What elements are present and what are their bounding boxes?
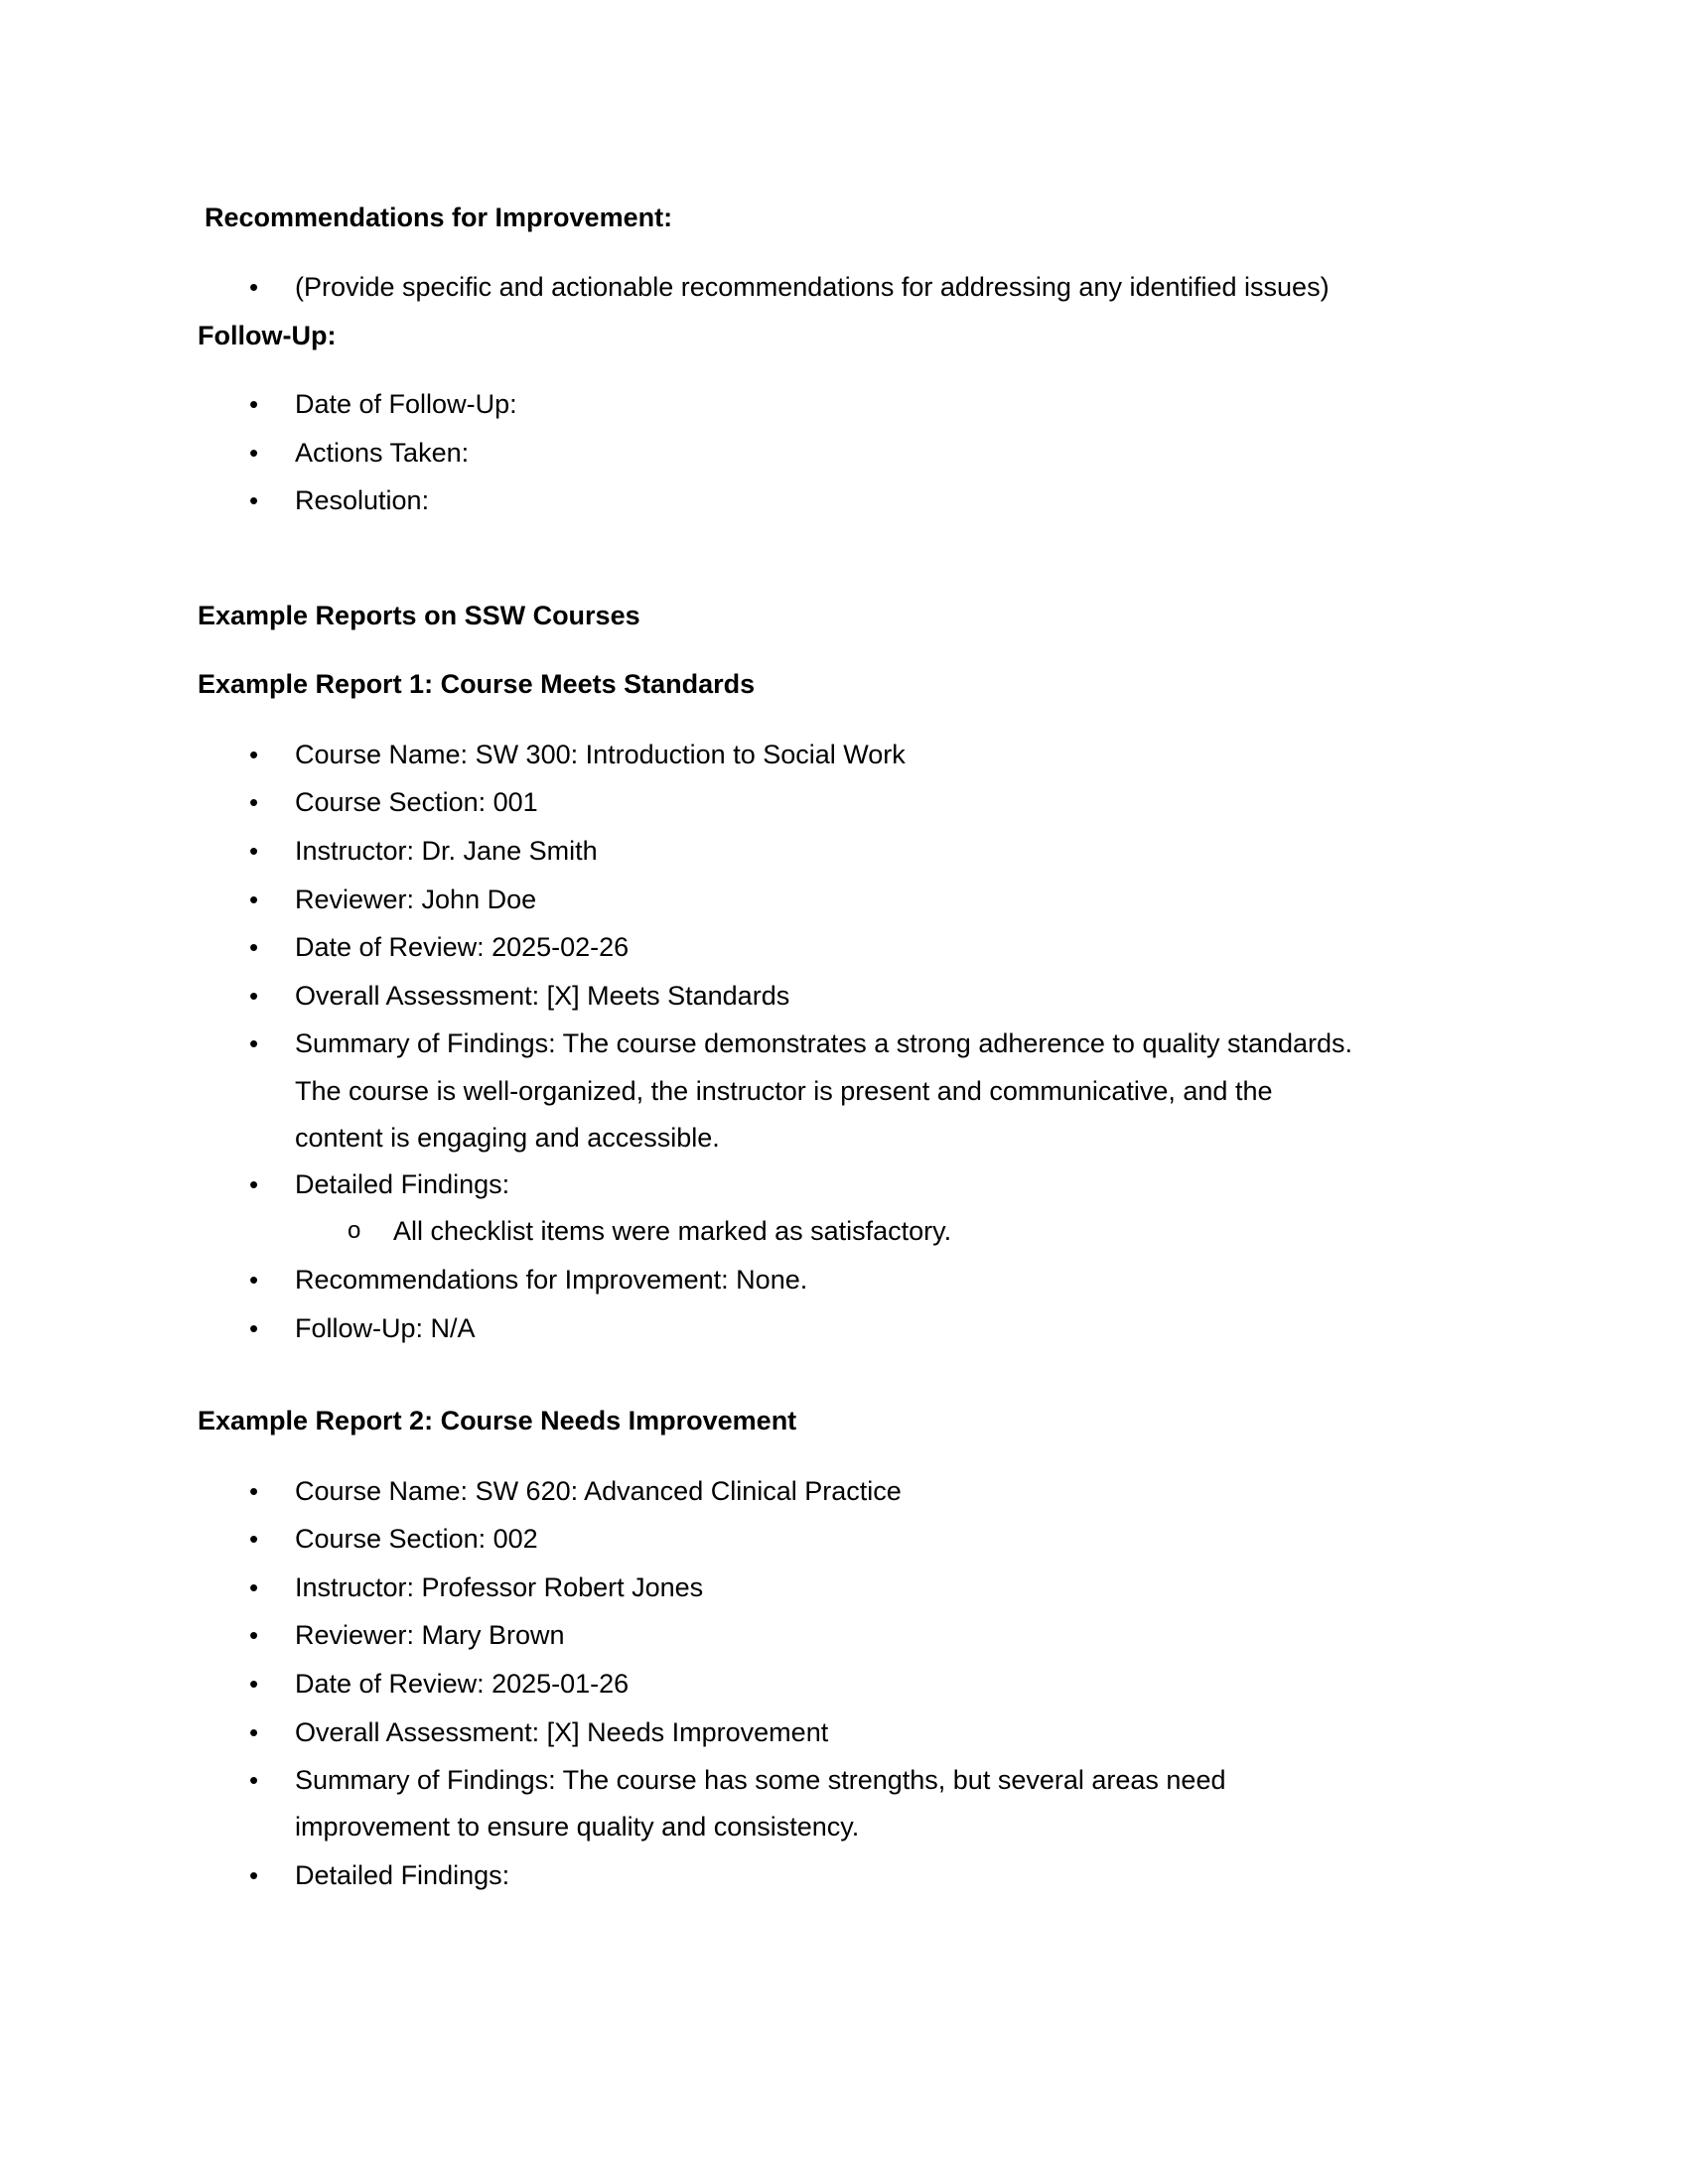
list-item: • Recommendations for Improvement: None. <box>295 1264 807 1296</box>
list-item: • Detailed Findings: <box>295 1168 509 1200</box>
list-item: • Course Name: SW 300: Introduction to Social Work <box>295 739 906 770</box>
list-item: • Reviewer: John Doe <box>295 884 536 915</box>
report2-heading: Example Report 2: Course Needs Improvement <box>198 1406 797 1435</box>
examples-heading: Example Reports on SSW Courses <box>198 601 640 630</box>
list-item: • Date of Follow-Up: <box>295 388 517 420</box>
sub-list-item: o All checklist items were marked as satisfactory. <box>393 1215 951 1247</box>
recommendations-heading: Recommendations for Improvement: <box>205 203 673 232</box>
list-item: • Overall Assessment: [X] Needs Improvement <box>295 1716 828 1748</box>
list-item: • (Provide specific and actionable recommendations for addressing any identified issues) <box>295 271 1330 303</box>
list-item: • Course Section: 002 <box>295 1523 538 1555</box>
list-item: • Summary of Findings: The course demonstrates a strong adherence to quality standards. <box>295 1027 1352 1059</box>
list-item: • Instructor: Professor Robert Jones <box>295 1571 703 1603</box>
list-item: • Course Section: 001 <box>295 786 538 818</box>
list-item: • Resolution: <box>295 484 429 516</box>
list-item: • Follow-Up: N/A <box>295 1312 476 1344</box>
list-item: • Instructor: Dr. Jane Smith <box>295 835 598 867</box>
list-item: • Date of Review: 2025-01-26 <box>295 1668 629 1700</box>
list-item-continuation: The course is well-organized, the instructor is present and communicative, and the <box>295 1076 1273 1106</box>
list-item: • Actions Taken: <box>295 437 469 469</box>
list-item: • Summary of Findings: The course has some strengths, but several areas need <box>295 1764 1225 1796</box>
report1-heading: Example Report 1: Course Meets Standards <box>198 669 756 699</box>
list-item-continuation: improvement to ensure quality and consistency. <box>295 1812 860 1842</box>
list-item: • Reviewer: Mary Brown <box>295 1619 565 1651</box>
list-item: • Overall Assessment: [X] Meets Standards <box>295 980 789 1012</box>
list-item-continuation: content is engaging and accessible. <box>295 1123 720 1153</box>
list-item: • Detailed Findings: <box>295 1859 509 1891</box>
list-item: • Date of Review: 2025-02-26 <box>295 931 629 963</box>
follow-up-heading: Follow-Up: <box>198 321 337 350</box>
list-item: • Course Name: SW 620: Advanced Clinical Practice <box>295 1475 902 1507</box>
